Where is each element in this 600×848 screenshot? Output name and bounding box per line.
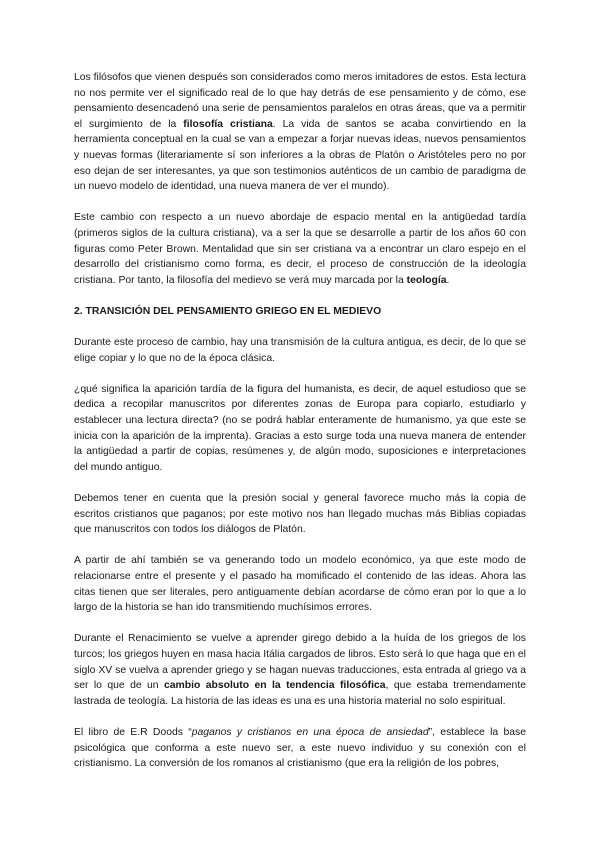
paragraph-3: Durante este proceso de cambio, hay una transmisión de la cultura antigua, es decir, de lo que se elige copiar y lo que no de la época clásica. xyxy=(74,337,526,364)
document-page xyxy=(74,70,526,787)
paragraph-7-text-c: , que estaba tremendamente lastrada de teología. La historia de las ideas es una es una historia material no solo espiritual. xyxy=(74,680,526,707)
paragraph-1-bold-term: filosofía cristiana xyxy=(183,118,273,130)
paragraph-2-text-a: Este cambio con respecto a un nuevo abordaje de espacio mental en la antigüedad tardía (primeros siglos de la cultura cristiana), va a ser la que se desarrolle a partir de los años 60 con figuras como Peter Brown. Mentalidad que sin ser cristiana va a encontrar un claro espejo en el desarrollo del cristianismo como forma, es decir, el proceso de construcción de la ideología cristiana. Por tanto, la filosofía del medievo se verá muy marcada por la xyxy=(74,212,526,286)
paragraph-7-bold-term: cambio absoluto en la tendencia filosófica xyxy=(164,680,386,692)
section-heading: 2. TRANSICIÓN DEL PENSAMIENTO GRIEGO EN EL MEDIEVO xyxy=(74,305,382,317)
paragraph-2 xyxy=(74,210,526,288)
paragraph-6: A partir de ahí también se va generando todo un modelo económico, ya que este modo de relacionarse entre el presente y el pasado ha momificado el contenido de las ideas. Ahora las citas tienen que ser literales, pero antiguamente debían acordarse de cómo eran por lo que a lo largo de la historia se han ido transmitiendo muchísimos errores. xyxy=(74,555,526,614)
paragraph-1-text-a: Los filósofos que vienen después son considerados como meros imitadores de estos. Esta lectura no nos permite ver el significado real de lo que hay detrás de ese pensamiento y de cómo, ese pensamiento desencadenó una serie de pensamientos paralelos en otras áreas, que va a permitir el surgimiento de la xyxy=(74,72,526,130)
paragraph-8-book-title: paganos y cristianos en una época de ansiedad xyxy=(191,726,429,738)
paragraph-8-text-c: ”, establece la base psicológica que conforma a este nuevo ser, a este nuevo individuo y su conexión con el cristianismo. La conversión de los romanos al cristianismo (que era la religión de los pobres, xyxy=(74,726,526,770)
paragraph-1 xyxy=(74,70,526,195)
paragraph-2-text-c: . xyxy=(446,274,450,286)
paragraph-2-bold-term: teología xyxy=(406,274,447,286)
paragraph-4: ¿qué significa la aparición tardía de la figura del humanista, es decir, de aquel estudioso que se dedica a recopilar manuscritos por diferentes zonas de Europa para copiarlo, estudiarlo y establecer una lectura directa? (no se podrá hablar enteramente de humanismo, ya que este se inicia con la aparición de la imprenta). Gracias a esto surge toda una nueva manera de entender la antigüedad a partir de copias, resúmenes y, de algún modo, suposiciones e interpretaciones del mundo antiguo. xyxy=(74,383,526,473)
paragraph-8 xyxy=(74,725,526,772)
paragraph-7 xyxy=(74,631,526,709)
paragraph-7-text-a: Durante el Renacimiento se vuelve a aprender girego debido a la huída de los griegos de los turcos; los griegos huyen en masa hacia Itália cargados de libros. Esto será lo que haga que en el siglo XV se vuelva a aprender griego y se hagan nuevas traducciones, esta entrada al griego va a ser lo que de un xyxy=(74,633,526,692)
paragraph-1-text-c: . La vida de santos se acaba convirtiendo en la herramienta conceptual en la cual se van a empezar a forjar nuevas ideas, nuevos pensamientos y nuevas formas (literariamente sí son inferiores a la obras de Platón o Aristóteles pero no por eso dejan de ser interesantes, ya que son testimonios auténticos de un cambio de paradigma de un nuevo modelo de identidad, una nueva manera de ver el mundo). xyxy=(74,118,526,193)
paragraph-8-text-a: El libro de E.R Doods “ xyxy=(74,726,192,738)
paragraph-5: Debemos tener en cuenta que la presión social y general favorece mucho más la copia de escritos cristianos que paganos; por este motivo nos han llegado muchas más Biblias copiadas que manuscritos con todos los diálogos de Platón. xyxy=(74,493,526,536)
